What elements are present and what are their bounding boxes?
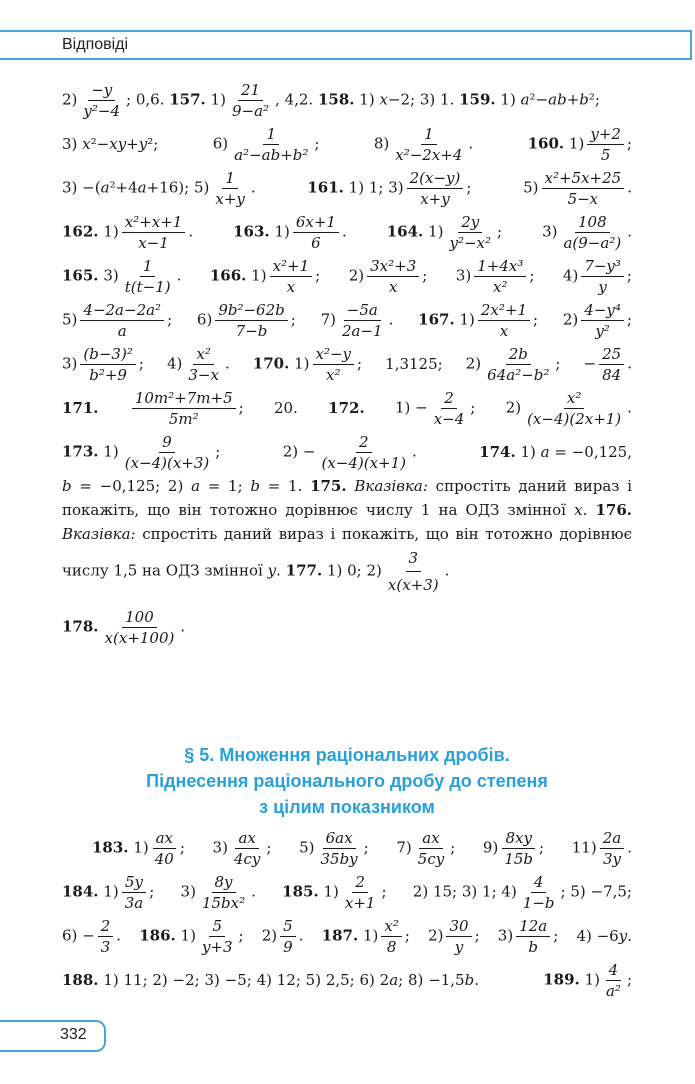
answer-line-184: 184. 1) $\frac{5y}{3a}$ ; 3) $\frac{8y}{\text{15bx²}}$ . 185. 1) $\frac{2}{x+1}$ ; 2) 15; 3) 1; 4) $\frac{4}{1-b}$ ; 5) −7,5; (62, 872, 632, 912)
answer-line-5: 165. 3) $\frac{1}{t(t-1)}$ . 166. 1) $\frac{\text{x²+1}}{x}$ ; 2) $\frac{\text{3x²+3}}{x}$ ; 3) $\frac{\text{1+4x³}}{\text{x²}}$ ; 4) $\frac{\text{7−y³}}{y}$ ; (62, 256, 632, 296)
header-bottom-rule (0, 58, 692, 60)
answer-line-6: 5) $\frac{\text{4−2a−2a²}}{a}$ ; 6) $\frac{\text{9b²−62b}}{7-b}$ ; 7) $\frac{-5a}{2a-1}$ . 167. 1) $\frac{\text{2x²+1}}{x}$ ; 2) $\frac{\text{4−y⁴}}{\text{y²}}$ ; (62, 300, 632, 340)
section-title-line-1: § 5. Множення раціональних дробів. (184, 745, 510, 765)
answer-line-3: 3) −(a²+4a+16); 5) $\frac{1}{x+y}$ . 161. 1) 1; 3) $\frac{2(x-y)}{x+y}$ ; 5) $\frac{\text{x²+5x+25}}{5-x}$ . (62, 168, 632, 208)
answer-line-2: 3) x²−xy+y²; 6) $\frac{1}{\text{a²−ab+b²}}$ ; 8) $\frac{1}{\text{x²−2x+4}}$ . 160. 1) $\frac{y+2}{5}$ ; (62, 124, 632, 164)
answers-block-2 (62, 826, 632, 1002)
answer-line-188: 188. 1) 11; 2) −2; 3) −5; 4) 12; 5) 2,5; 6) 2a; 8) −1,5b. 189. 1) $\frac{4}{\text{a²}}$ ; (62, 960, 632, 1000)
answer-line-1: 2) $\frac{-y}{\text{y²−4}}$ ; 0,6. 157. 1) $\frac{21}{\text{9−a²}}$ , 4,2. 158. 1) x−2; 3) 1. 159. 1) a²−ab+b²; (62, 80, 600, 120)
answer-line-4: 162. 1) $\frac{\text{x²+x+1}}{x-1}$ . 163. 1) $\frac{6x+1}{6}$ . 164. 1) $\frac{2y}{\text{y²−x²}}$ ; 3) $\frac{108}{\text{a(9−a²)}}$ . (62, 212, 632, 252)
header-edge (690, 30, 692, 60)
header-top-rule (0, 30, 692, 32)
page-header (0, 30, 692, 60)
answer-line-7: 3) $\frac{\text{(b−3)²}}{\text{b²+9}}$ ; 4) $\frac{\text{x²}}{3-x}$ . 170. 1) $\frac{\text{x²−y}}{\text{x²}}$ ; 1,3125; 2) $\frac{2b}{\text{64a²−b²}}$ ; − $\frac{25}{84}$ . (62, 344, 632, 384)
answer-line-8: 171. $\frac{\text{10m²+7m+5}}{\text{5m²}}$ ; 20. 172. 1) − $\frac{2}{x-4}$ ; 2) $\frac{\text{x²}}{(x-4)(2x+1)}$ . (62, 388, 632, 428)
section-title-line-3: з цілим показником (259, 797, 435, 817)
answer-line-186: 6) − $\frac{2}{3}$ . 186. 1) $\frac{5}{y+3}$ ; 2) $\frac{5}{9}$ . 187. 1) $\frac{\text{x²}}{8}$ ; 2) $\frac{30}{y}$ ; 3) $\frac{12a}{b}$ ; 4) −6y. (62, 916, 632, 956)
page-footer (0, 1020, 110, 1054)
page-number: 332 (60, 1026, 87, 1043)
answer-line-9: 173. 1) $\frac{9}{(x-4)(x+3)}$ ; 2) − $\frac{2}{(x-4)(x+1)}$ . 174. 1) a = −0,125, (62, 432, 632, 472)
header-title: Відповіді (62, 36, 129, 53)
answers-block (62, 78, 632, 649)
page-number-frame (0, 1020, 106, 1052)
answer-line-183: 183. 1) $\frac{ax}{40}$ ; 3) $\frac{ax}{4cy}$ ; 5) $\frac{6ax}{35by}$ ; 7) $\frac{ax}{5cy}$ ; 9) $\frac{8xy}{15b}$ ; 11) $\frac{2a}{3y}$ . (92, 828, 632, 868)
answer-paragraph: b = −0,125; 2) a = 1; b = 1. 175. Вказівка: спростіть даний вираз і покажіть, що він тотожно дорівнює числу 1 на ОДЗ змінної x. 176. Вказівка: спростіть даний вираз і покажіть, що він тотожно дорівнює числу 1,5 на ОДЗ змінної y. 177. 1) 0; 2) $\frac{3}{x(x+3)}$ . (62, 477, 632, 594)
section-heading (62, 742, 632, 820)
answer-line-178: 178. $\frac{100}{x(x+100)}$ . (62, 607, 186, 647)
section-title-line-2: Піднесення раціонального дробу до степеня (146, 771, 548, 791)
